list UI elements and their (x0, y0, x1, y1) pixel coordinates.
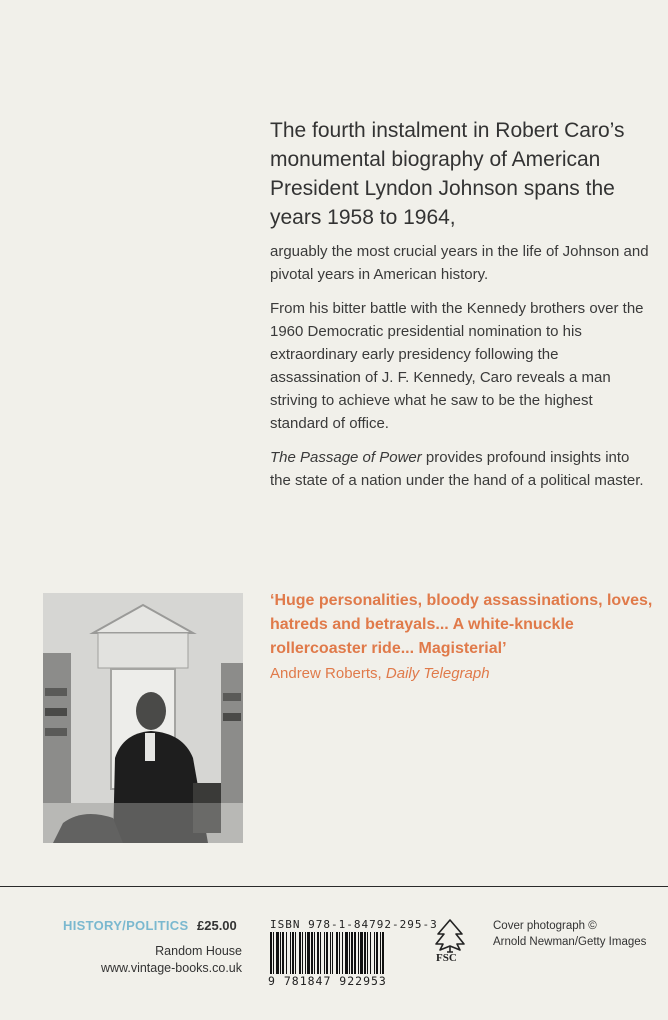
footer-divider (0, 886, 668, 887)
barcode-bar (280, 932, 281, 974)
barcode-digits: 9 781847 922953 (268, 974, 387, 988)
blurb-paragraph-3-text: provides profound insights into the state of a nation under the hand of a political master. (270, 449, 644, 489)
barcode-bar (305, 932, 306, 974)
barcode-bar (324, 932, 325, 974)
barcode-bar (282, 932, 284, 974)
photo-illustration (43, 593, 243, 843)
barcode-bar (351, 932, 353, 974)
barcode-bar (370, 932, 371, 974)
barcode-bar (380, 932, 381, 974)
barcode (270, 932, 415, 974)
barcode-bar (339, 932, 340, 974)
publisher-name: Random House (155, 944, 242, 958)
barcode-bar (302, 932, 303, 974)
blurb-paragraph-1: arguably the most crucial years in the life of Johnson and pivotal years in American history. (270, 243, 649, 283)
photo-credit-line-2: Arnold Newman/Getty Images (493, 936, 647, 948)
blurb-paragraph-3 (270, 446, 650, 492)
barcode-bar (273, 932, 274, 974)
barcode-bar (276, 932, 279, 974)
barcode-bar (354, 932, 356, 974)
barcode-bar (382, 932, 384, 974)
barcode-bar (349, 932, 350, 974)
quote-source: Daily Telegraph (385, 665, 490, 682)
barcode-bar (358, 932, 359, 974)
barcode-bar (345, 932, 348, 974)
barcode-bar (314, 932, 315, 974)
photo-credit-line-1: Cover photograph © (493, 920, 597, 932)
barcode-bar (290, 932, 291, 974)
barcode-bar (299, 932, 301, 974)
blurb-paragraph-2: From his bitter battle with the Kennedy brothers over the 1960 Democratic presidential nomination to his extraordinary early presidency following the assassination of J. F. Kennedy, Caro reveals a man striving to achieve what he saw to be the highest standard of office. (270, 300, 644, 432)
barcode-bar (342, 932, 343, 974)
barcode-bar (317, 932, 319, 974)
barcode-bar (364, 932, 366, 974)
barcode-bar (330, 932, 331, 974)
barcode-bar (376, 932, 378, 974)
category-label: HISTORY/POLITICS (63, 918, 189, 933)
photo-credit (493, 918, 646, 950)
blurb-lead: The fourth instalment in Robert Caro’s monumental biography of American President Lyndon Johnson spans the years 1958 to 1964, (270, 119, 625, 229)
fsc-label: FSC (436, 952, 457, 964)
barcode-bar (292, 932, 294, 974)
quote-text: ‘Huge personalities, bloody assassinations, loves, hatreds and betrayals... A white-knuckle rollercoaster ride... Magisterial’ (270, 592, 653, 657)
author-subject-photo (43, 593, 243, 843)
isbn-label: ISBN 978-1-84792-295-3 (270, 918, 438, 931)
review-quote (270, 589, 655, 685)
barcode-bar (360, 932, 363, 974)
barcode-bar (286, 932, 287, 974)
barcode-bar (320, 932, 321, 974)
publisher-url[interactable]: www.vintage-books.co.uk (100, 961, 242, 975)
quote-attribution (270, 663, 655, 685)
barcode-bar (270, 932, 272, 974)
blurb (270, 116, 650, 503)
barcode-bar (326, 932, 328, 974)
barcode-bar (311, 932, 313, 974)
barcode-bar (332, 932, 333, 974)
price: £25.00 (197, 918, 237, 933)
book-title: The Passage of Power (270, 449, 422, 466)
barcode-bar (295, 932, 296, 974)
barcode-bar (374, 932, 375, 974)
publisher-info (101, 943, 242, 977)
quote-author: Andrew Roberts, (270, 665, 386, 682)
barcode-bar (307, 932, 310, 974)
barcode-bar (367, 932, 368, 974)
barcode-bar (336, 932, 338, 974)
